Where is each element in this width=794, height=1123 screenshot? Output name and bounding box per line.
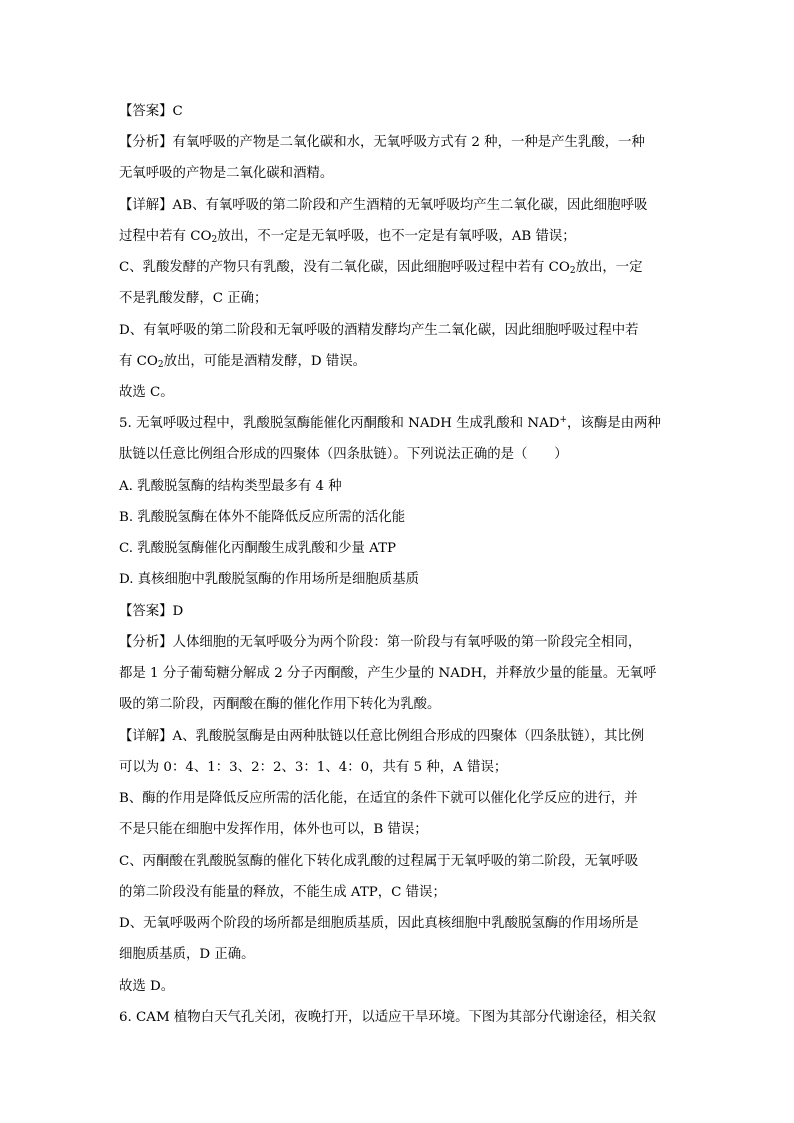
q5-stem-line-2: 肽链以任意比例组合形成的四聚体（四条肽链）。下列说法正确的是（ ） [119,447,568,462]
q5-option-d: D. 真核细胞中乳酸脱氢酶的作用场所是细胞质基质 [119,572,419,587]
q4-analysis-line-2: 无氧呼吸的产物是二氧化碳和酒精。 [119,166,334,181]
q5-detail-line-1: 【详解】A、乳酸脱氢酶是由两种肽链以任意比例组合形成的四聚体（四条肽链），其比例 [119,729,645,744]
q4-detail-line-2-pre: 过程中若有 CO [119,229,212,244]
q4-detail-line-3-pre: C、乳酸发酵的产物只有乳酸，没有二氧化碳，因此细胞呼吸过程中若有 CO [119,260,570,275]
q5-option-c: C. 乳酸脱氢酶催化丙酮酸生成乳酸和少量 ATP [119,541,397,556]
q5-answer: 【答案】D [119,604,184,619]
q5-option-b: B. 乳酸脱氢酶在体外不能降低反应所需的活化能 [119,510,406,525]
q4-analysis-line-1: 【分析】有氧呼吸的产物是二氧化碳和水，无氧呼吸方式有 2 种，一种是产生乳酸，一种 [119,135,645,150]
q4-detail-line-4: 不是乳酸发酵，C 正确； [119,291,268,306]
q5-stem-line-1-pre: 5. 无氧呼吸过程中，乳酸脱氢酶能催化丙酮酸和 NADH 生成乳酸和 NAD [119,416,560,431]
q4-detail-line-2-post: 放出，不一定是无氧呼吸，也不一定是有氧呼吸，AB 错误； [217,229,576,244]
q5-stem-line-1 [119,414,679,434]
q5-detail-line-8: 细胞质基质，D 正确。 [119,947,255,962]
q5-analysis-line-2: 都是 1 分子葡萄糖分解成 2 分子丙酮酸，产生少量的 NADH，并释放少量的能量。无氧呼 [119,666,657,681]
q4-detail-line-6-sub: 2 [157,360,164,370]
q5-detail-line-4: 不是只能在细胞中发挥作用，体外也可以，B 错误； [119,822,428,837]
q5-detail-line-2: 可以为 0：4、1：3、2：2、3：1、4：0，共有 5 种，A 错误； [119,760,508,775]
q5-detail-line-6: 的第二阶段没有能量的释放，不能生成 ATP，C 错误； [119,885,446,900]
q4-detail-line-1: 【详解】AB、有氧呼吸的第二阶段和产生酒精的无氧呼吸均产生二氧化碳，因此细胞呼吸 [119,198,648,213]
q5-detail-line-5: C、丙酮酸在乳酸脱氢酶的催化下转化成乳酸的过程属于无氧呼吸的第二阶段，无氧呼吸 [119,854,639,869]
q4-detail-line-6-post: 放出，可能是酒精发酵，D 错误。 [163,354,367,369]
q4-detail-line-5: D、有氧呼吸的第二阶段和无氧呼吸的酒精发酵均产生二氧化碳，因此细胞呼吸过程中若 [119,323,639,338]
q4-detail-line-3 [119,258,679,278]
q5-conclusion: 故选 D。 [119,979,175,994]
q5-option-a: A. 乳酸脱氢酶的结构类型最多有 4 种 [119,479,342,494]
q5-detail-line-7: D、无氧呼吸两个阶段的场所都是细胞质基质，因此真核细胞中乳酸脱氢酶的作用场所是 [119,916,639,931]
q4-answer: 【答案】C [119,104,183,119]
q5-analysis-line-1: 【分析】人体细胞的无氧呼吸分为两个阶段：第一阶段与有氧呼吸的第一阶段完全相同， [119,635,642,650]
q4-detail-line-3-post: 放出，一定 [575,260,643,275]
q5-stem-line-1-post: ，该酶是由两种 [567,416,661,431]
q4-conclusion: 故选 C。 [119,385,174,400]
q4-detail-line-3-sub: 2 [569,266,576,276]
q6-stem-line-1: 6. CAM 植物白天气孔关闭，夜晚打开，以适应干旱环境。下图为其部分代谢途径，相关叙 [119,1010,656,1025]
q5-detail-line-3: B、酶的作用是降低反应所需的活化能，在适宜的条件下就可以催化化学反应的进行，并 [119,791,638,806]
q5-stem-line-1-sup: + [559,415,568,425]
q4-detail-line-6 [119,352,679,372]
q4-detail-line-6-pre: 有 CO [119,354,158,369]
q4-detail-line-2-sub: 2 [211,235,218,245]
q5-analysis-line-3: 吸的第二阶段，丙酮酸在酶的催化作用下转化为乳酸。 [119,697,441,712]
q4-detail-line-2 [119,227,679,247]
